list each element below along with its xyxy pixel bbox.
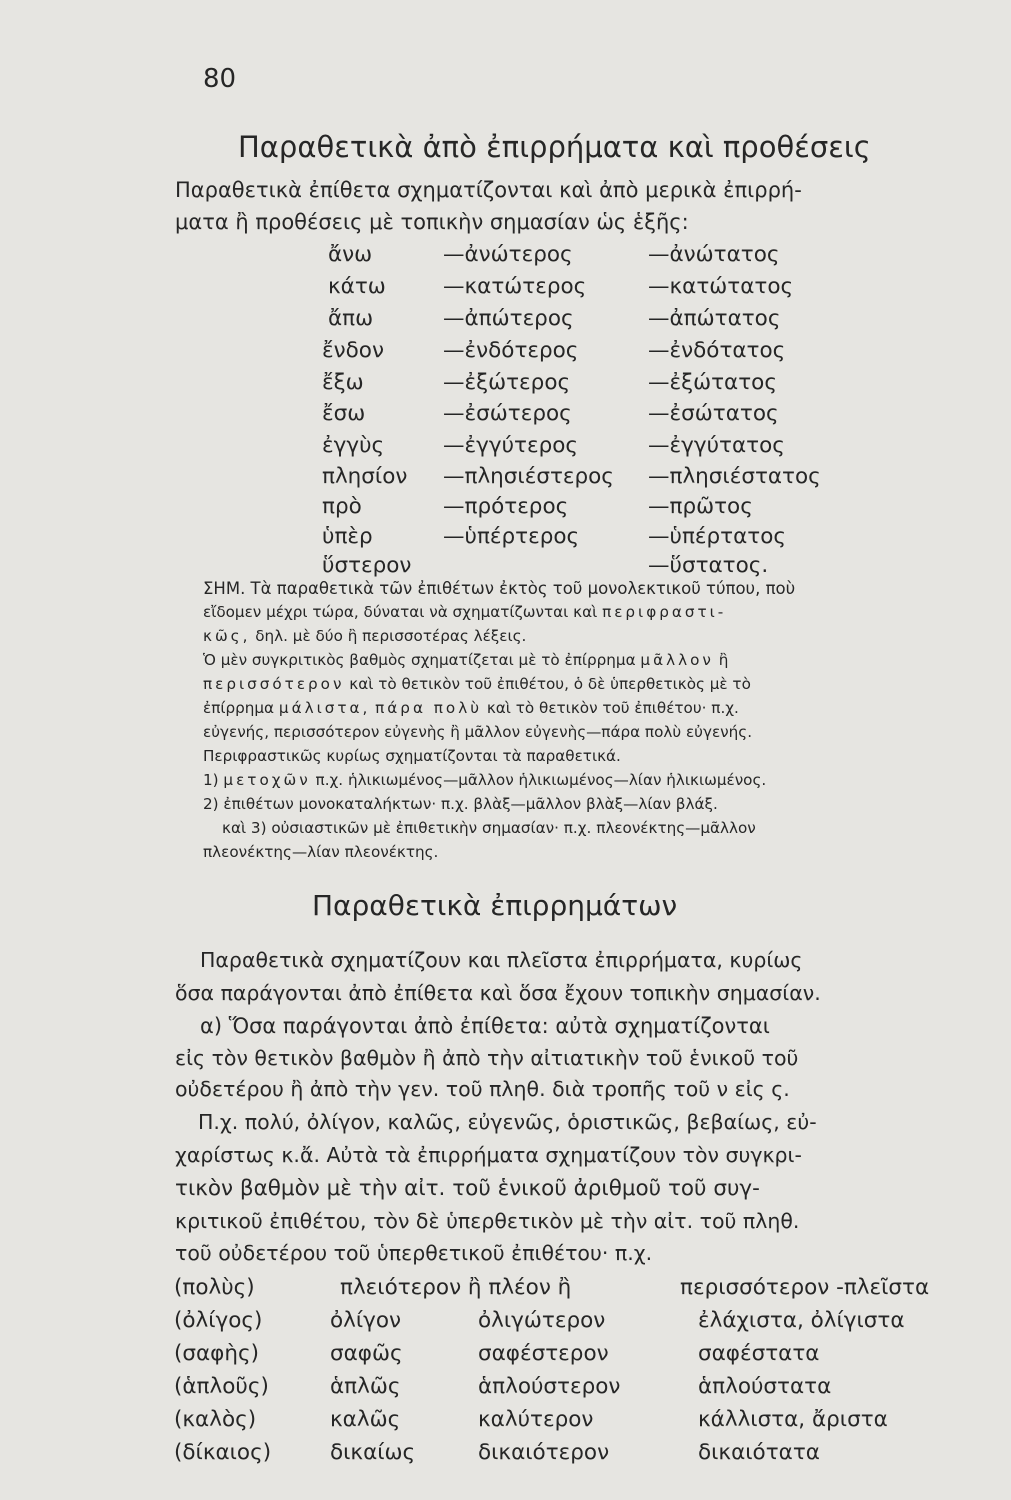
t2-r2-c1: σαφῶς bbox=[330, 1341, 403, 1366]
t1-r6-c1: —ἐγγύτερος bbox=[443, 433, 578, 458]
t1-r10-c0: ὕστερον bbox=[322, 553, 412, 578]
note-line-4-text: Ὁ μὲν συγκριτικὸς βαθμὸς σχηματίζεται μὲ τὸ ἐπίρρημα bbox=[203, 651, 636, 669]
t1-r3-c2: —ἐνδότατος bbox=[648, 338, 786, 363]
body2-line-7: χαρίστως κ.ἄ. Αὐτὰ τὰ ἐπιρρήματα σχηματίζουν τὸν συγκρι- bbox=[175, 1143, 802, 1167]
t2-r1-c3: ἐλάχιστα, ὀλίγιστα bbox=[698, 1308, 905, 1333]
t1-r8-c1: —πρότερος bbox=[443, 494, 569, 519]
t2-r5-c0: (δίκαιος) bbox=[174, 1440, 272, 1465]
note-line-3 bbox=[203, 627, 526, 645]
note-term-malista: μάλιστα, bbox=[278, 699, 371, 717]
t1-r10-c2: —ὕστατος. bbox=[648, 553, 769, 578]
t1-r0-c1: —ἀνώτερος bbox=[443, 242, 573, 267]
page-number: 80 bbox=[203, 64, 237, 94]
note-line-10: 2) ἐπιθέτων μονοκαταλήκτων· π.χ. βλὰξ—μᾶλλον βλὰξ—λίαν βλάξ. bbox=[203, 795, 718, 813]
intro-line-2: ματα ἢ προθέσεις μὲ τοπικὴν σημασίαν ὡς ἑξῆς: bbox=[175, 210, 689, 234]
body2-line-2: ὅσα παράγονται ἀπὸ ἐπίθετα καὶ ὅσα ἔχουν τοπικὴν σημασίαν. bbox=[175, 981, 821, 1005]
note-line-3-text: δηλ. μὲ δύο ἢ περισσοτέρας λέξεις. bbox=[255, 627, 527, 645]
body2-line-9: κριτικοῦ ἐπιθέτου, τὸν δὲ ὑπερθετικὸν μὲ τὴν αἰτ. τοῦ πληθ. bbox=[175, 1209, 800, 1233]
note-line-7: εὐγενής, περισσότερον εὐγενὴς ἢ μᾶλλον εὐγενὴς—πάρα πολὺ εὐγενής. bbox=[203, 723, 753, 741]
t2-r0-c1: πλειότερον ἢ πλέον ἢ bbox=[340, 1275, 572, 1300]
t1-r5-c1: —ἐσώτερος bbox=[443, 401, 572, 426]
note-line-9 bbox=[203, 771, 766, 789]
t1-r2-c1: —ἀπώτερος bbox=[443, 306, 574, 331]
note-line-2-text: εἴδομεν μέχρι τώρα, δύναται νὰ σχηματίζωνται καὶ bbox=[203, 603, 598, 621]
note-line-5 bbox=[203, 675, 751, 693]
t1-r1-c0: κάτω bbox=[328, 274, 386, 299]
t2-r3-c2: ἁπλούστερον bbox=[478, 1374, 621, 1399]
section-heading-1: Παραθετικὰ ἀπὸ ἐπιρρήματα καὶ προθέσεις bbox=[238, 130, 871, 164]
body2-line-3: α) Ὅσα παράγονται ἀπὸ ἐπίθετα: αὐτὰ σχηματίζονται bbox=[200, 1014, 770, 1038]
body2-line-5: οὐδετέρου ἢ ἀπὸ τὴν γεν. τοῦ πληθ. διὰ τροπῆς τοῦ ν εἰς ς. bbox=[175, 1077, 790, 1101]
section-heading-2: Παραθετικὰ ἐπιρρημάτων bbox=[312, 889, 678, 922]
note-line-5-text: καὶ τὸ θετικὸν τοῦ ἐπιθέτου, ὁ δὲ ὑπερθετικὸς μὲ τὸ bbox=[349, 675, 751, 693]
note-line-6-text: ἐπίρρημα bbox=[203, 699, 275, 717]
body2-line-1: Παραθετικὰ σχηματίζουν και πλεῖστα ἐπιρρήματα, κυρίως bbox=[200, 948, 803, 972]
t2-r0-c3: περισσότερον -πλεῖστα bbox=[680, 1275, 930, 1300]
t1-r9-c2: —ὑπέρτατος bbox=[648, 524, 786, 549]
t1-r0-c2: —ἀνώτατος bbox=[648, 242, 780, 267]
t2-r1-c1: ὀλίγον bbox=[330, 1308, 402, 1333]
note-line-6 bbox=[203, 699, 739, 717]
body2-line-6: Π.χ. πολύ, ὀλίγον, καλῶς, εὐγενῶς, ὁριστικῶς, βεβαίως, εὐ- bbox=[198, 1110, 817, 1134]
t2-r4-c0: (καλὸς) bbox=[174, 1407, 257, 1432]
t2-r5-c2: δικαιότερον bbox=[478, 1440, 610, 1465]
note-line-8: Περιφραστικῶς κυρίως σχηματίζονται τὰ παραθετικά. bbox=[203, 747, 621, 765]
note-line-2 bbox=[203, 603, 726, 621]
t1-r1-c1: —κατώτερος bbox=[443, 274, 587, 299]
t1-r1-c2: —κατώτατος bbox=[648, 274, 794, 299]
note-line-12: πλεονέκτης—λίαν πλεονέκτης. bbox=[203, 843, 439, 861]
t2-r1-c0: (ὀλίγος) bbox=[174, 1308, 263, 1333]
t2-r5-c1: δικαίως bbox=[330, 1440, 416, 1465]
t1-r4-c0: ἔξω bbox=[322, 370, 364, 395]
t1-r3-c1: —ἐνδότερος bbox=[443, 338, 579, 363]
note-term-mallon: μᾶλλον bbox=[640, 651, 714, 669]
t2-r2-c0: (σαφὴς) bbox=[174, 1341, 260, 1366]
body2-line-4: εἰς τὸν θετικὸν βαθμὸν ἢ ἀπὸ τὴν αἰτιατικὴν τοῦ ἑνικοῦ τοῦ bbox=[175, 1046, 799, 1070]
note-line-6-end: καὶ τὸ θετικὸν τοῦ ἐπιθέτου· π.χ. bbox=[486, 699, 739, 717]
t2-r2-c3: σαφέστατα bbox=[698, 1341, 820, 1366]
t1-r0-c0: ἄνω bbox=[328, 242, 373, 267]
t2-r2-c2: σαφέστερον bbox=[478, 1341, 609, 1366]
t1-r3-c0: ἔνδον bbox=[322, 338, 384, 363]
t1-r6-c2: —ἐγγύτατος bbox=[648, 433, 785, 458]
t1-r7-c2: —πλησιέστατος bbox=[648, 464, 821, 489]
note-term-metochon: μετοχῶν bbox=[223, 771, 311, 789]
t1-r8-c0: πρὸ bbox=[322, 494, 362, 519]
note-line-1: ΣΗΜ. Τὰ παραθετικὰ τῶν ἐπιθέτων ἐκτὸς τοῦ μονολεκτικοῦ τύπου, ποὺ bbox=[203, 579, 796, 598]
t1-r9-c0: ὑπὲρ bbox=[322, 524, 373, 549]
t1-r7-c0: πλησίον bbox=[322, 464, 408, 489]
t2-r3-c0: (ἁπλοῦς) bbox=[174, 1374, 269, 1399]
t2-r5-c3: δικαιότατα bbox=[698, 1440, 820, 1465]
t1-r5-c0: ἔσω bbox=[322, 401, 366, 426]
note-line-9-text: π.χ. ἡλικιωμένος—μᾶλλον ἡλικιωμένος—λίαν ἡλικιωμένος. bbox=[315, 771, 767, 789]
note-term-periphrastic-end: κῶς, bbox=[203, 627, 251, 645]
t2-r1-c2: ὀλιγώτερον bbox=[478, 1308, 606, 1333]
note-term-perissoteron: περισσότερον bbox=[203, 675, 345, 693]
note-line-4 bbox=[203, 651, 728, 669]
t2-r3-c1: ἁπλῶς bbox=[330, 1374, 401, 1399]
t1-r4-c2: —ἐξώτατος bbox=[648, 370, 777, 395]
t2-r4-c3: κάλλιστα, ἄριστα bbox=[698, 1407, 888, 1432]
t1-r9-c1: —ὑπέρτερος bbox=[443, 524, 580, 549]
t1-r2-c0: ἄπω bbox=[328, 306, 374, 331]
t2-r4-c2: καλύτερον bbox=[478, 1407, 594, 1432]
note-line-4-end: ἢ bbox=[718, 651, 729, 669]
note-line-9-num: 1) bbox=[203, 771, 219, 789]
note-term-periphrastic: περιφραστι- bbox=[602, 603, 727, 621]
t2-r4-c1: καλῶς bbox=[330, 1407, 401, 1432]
note-term-para-poly: πάρα πολὺ bbox=[375, 699, 483, 717]
t2-r0-c0: (πολὺς) bbox=[174, 1275, 255, 1300]
body2-line-8: τικὸν βαθμὸν μὲ τὴν αἰτ. τοῦ ἑνικοῦ ἀριθμοῦ τοῦ συγ- bbox=[175, 1176, 760, 1201]
t1-r2-c2: —ἀπώτατος bbox=[648, 306, 781, 331]
t1-r4-c1: —ἐξώτερος bbox=[443, 370, 571, 395]
t1-r8-c2: —πρῶτος bbox=[648, 494, 753, 519]
t2-r3-c3: ἁπλούστατα bbox=[698, 1374, 832, 1399]
t1-r7-c1: —πλησιέστερος bbox=[443, 464, 614, 489]
body2-line-10: τοῦ οὐδετέρου τοῦ ὑπερθετικοῦ ἐπιθέτου· π.χ. bbox=[175, 1241, 653, 1265]
t1-r5-c2: —ἐσώτατος bbox=[648, 401, 779, 426]
note-line-11: καὶ 3) οὐσιαστικῶν μὲ ἐπιθετικὴν σημασίαν· π.χ. πλεονέκτης—μᾶλλον bbox=[222, 819, 756, 837]
t1-r6-c0: ἐγγὺς bbox=[322, 433, 385, 458]
intro-line-1: Παραθετικὰ ἐπίθετα σχηματίζονται καὶ ἀπὸ μερικὰ ἐπιρρή- bbox=[175, 178, 802, 202]
